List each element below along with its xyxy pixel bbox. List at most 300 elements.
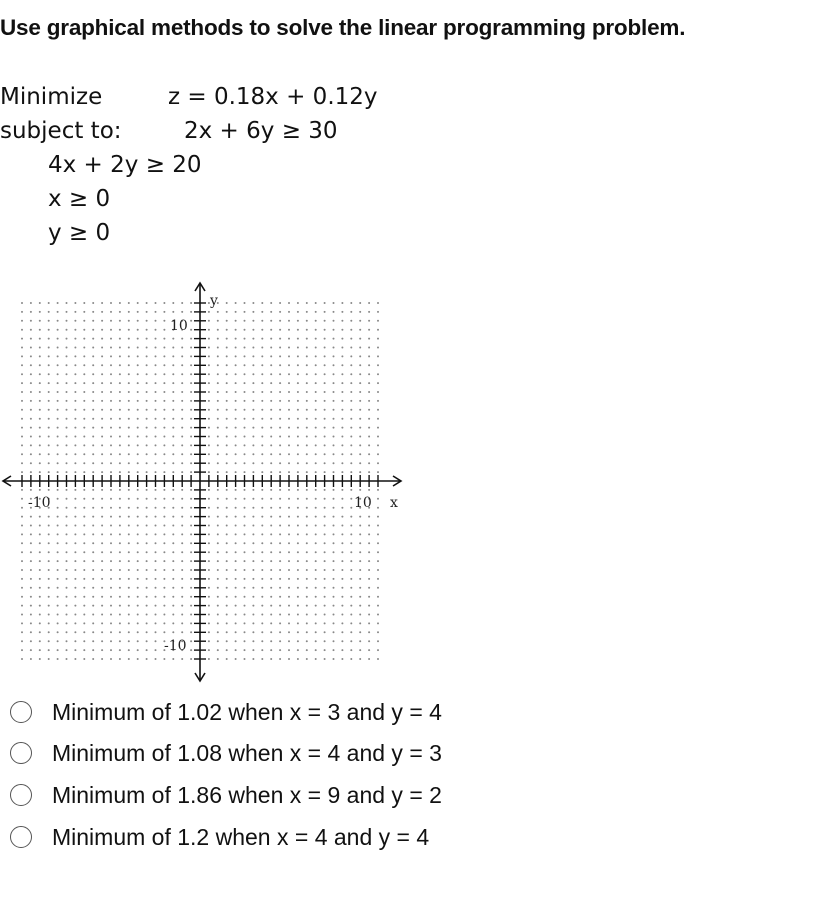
grid-dot xyxy=(128,364,130,366)
grid-dot xyxy=(368,355,370,357)
grid-dot xyxy=(172,382,174,384)
grid-dot xyxy=(190,533,192,535)
grid-dot xyxy=(252,631,254,633)
grid-dot xyxy=(208,578,210,580)
grid-dot xyxy=(350,391,352,393)
grid-dot xyxy=(297,320,299,322)
grid-dot xyxy=(226,364,228,366)
grid-dot xyxy=(288,569,290,571)
grid-dot xyxy=(333,338,335,340)
grid-dot xyxy=(341,355,343,357)
grid-dot xyxy=(244,631,246,633)
grid-dot xyxy=(217,444,219,446)
grid-dot xyxy=(83,578,85,580)
grid-dot xyxy=(377,498,379,500)
grid-dot xyxy=(74,471,76,473)
grid-dot xyxy=(315,649,317,651)
grid-dot xyxy=(137,302,139,304)
grid-dot xyxy=(252,418,254,420)
grid-dot xyxy=(288,355,290,357)
grid-dot xyxy=(66,347,68,349)
grid-dot xyxy=(110,391,112,393)
grid-dot xyxy=(350,338,352,340)
grid-dot xyxy=(368,587,370,589)
grid-dot xyxy=(83,409,85,411)
grid-dot xyxy=(163,391,165,393)
grid-dot xyxy=(270,658,272,660)
grid-dot xyxy=(341,311,343,313)
grid-dot xyxy=(190,622,192,624)
grid-dot xyxy=(21,418,23,420)
grid-dot xyxy=(163,355,165,357)
grid-dot xyxy=(377,338,379,340)
grid-dot xyxy=(324,560,326,562)
grid-dot xyxy=(208,453,210,455)
grid-dot xyxy=(92,649,94,651)
grid-dot xyxy=(172,364,174,366)
grid-dot xyxy=(315,569,317,571)
grid-dot xyxy=(181,507,183,509)
grid-dot xyxy=(341,605,343,607)
grid-dot xyxy=(226,427,228,429)
grid-dot xyxy=(48,658,50,660)
grid-dot xyxy=(368,418,370,420)
grid-dot xyxy=(155,551,157,553)
grid-dot xyxy=(244,427,246,429)
grid-dot xyxy=(244,436,246,438)
grid-dot xyxy=(137,649,139,651)
grid-dot xyxy=(30,320,32,322)
grid-dot xyxy=(163,329,165,331)
grid-dot xyxy=(146,373,148,375)
grid-dot xyxy=(172,542,174,544)
grid-dot xyxy=(235,498,237,500)
grid-dot xyxy=(350,649,352,651)
grid-dot xyxy=(288,578,290,580)
grid-dot xyxy=(155,400,157,402)
grid-dot xyxy=(217,622,219,624)
grid-dot xyxy=(235,320,237,322)
grid-dot xyxy=(279,587,281,589)
grid-dot xyxy=(359,614,361,616)
grid-dot xyxy=(128,578,130,580)
grid-dot xyxy=(235,587,237,589)
grid-dot xyxy=(341,471,343,473)
grid-dot xyxy=(110,409,112,411)
grid-dot xyxy=(359,444,361,446)
grid-dot xyxy=(101,329,103,331)
grid-dot xyxy=(252,347,254,349)
grid-dot xyxy=(155,533,157,535)
grid-dot xyxy=(279,391,281,393)
grid-dot xyxy=(92,418,94,420)
grid-dot xyxy=(39,658,41,660)
grid-dot xyxy=(101,498,103,500)
grid-dot xyxy=(288,614,290,616)
grid-dot xyxy=(30,427,32,429)
grid-dot xyxy=(128,311,130,313)
grid-dot xyxy=(306,507,308,509)
grid-dot xyxy=(48,587,50,589)
grid-dot xyxy=(297,640,299,642)
grid-dot xyxy=(181,355,183,357)
grid-dot xyxy=(128,569,130,571)
grid-dot xyxy=(190,436,192,438)
grid-dot xyxy=(279,329,281,331)
grid-dot xyxy=(244,587,246,589)
grid-dot xyxy=(83,533,85,535)
grid-dot xyxy=(30,364,32,366)
grid-dot xyxy=(101,471,103,473)
radio-button-icon[interactable] xyxy=(10,826,32,848)
grid-dot xyxy=(377,329,379,331)
grid-dot xyxy=(128,400,130,402)
grid-dot xyxy=(21,569,23,571)
grid-dot xyxy=(48,551,50,553)
grid-dot xyxy=(315,640,317,642)
grid-dot xyxy=(146,525,148,527)
grid-dot xyxy=(146,605,148,607)
grid-dot xyxy=(190,596,192,598)
grid-dot xyxy=(137,533,139,535)
grid-dot xyxy=(74,587,76,589)
grid-dot xyxy=(315,551,317,553)
grid-dot xyxy=(208,382,210,384)
grid-dot xyxy=(119,489,121,491)
grid-dot xyxy=(181,533,183,535)
grid-dot xyxy=(74,631,76,633)
grid-dot xyxy=(377,542,379,544)
grid-dot xyxy=(181,302,183,304)
grid-dot xyxy=(324,569,326,571)
grid-dot xyxy=(350,347,352,349)
grid-dot xyxy=(324,640,326,642)
grid-dot xyxy=(217,542,219,544)
grid-dot xyxy=(350,569,352,571)
grid-dot xyxy=(21,320,23,322)
grid-dot xyxy=(21,578,23,580)
grid-dot xyxy=(288,400,290,402)
grid-dot xyxy=(324,338,326,340)
grid-dot xyxy=(74,418,76,420)
grid-dot xyxy=(137,444,139,446)
grid-dot xyxy=(377,507,379,509)
grid-dot xyxy=(137,471,139,473)
grid-dot xyxy=(333,658,335,660)
grid-dot xyxy=(350,320,352,322)
grid-dot xyxy=(57,364,59,366)
grid-dot xyxy=(83,382,85,384)
grid-dot xyxy=(119,347,121,349)
grid-dot xyxy=(359,382,361,384)
grid-dot xyxy=(377,320,379,322)
grid-dot xyxy=(137,355,139,357)
grid-dot xyxy=(297,614,299,616)
grid-dot xyxy=(155,382,157,384)
grid-dot xyxy=(235,391,237,393)
grid-dot xyxy=(155,347,157,349)
grid-dot xyxy=(306,373,308,375)
grid-dot xyxy=(208,489,210,491)
grid-dot xyxy=(208,427,210,429)
grid-dot xyxy=(306,569,308,571)
grid-dot xyxy=(217,364,219,366)
grid-dot xyxy=(333,436,335,438)
grid-dot xyxy=(333,578,335,580)
grid-dot xyxy=(235,364,237,366)
grid-dot xyxy=(172,498,174,500)
grid-dot xyxy=(30,587,32,589)
grid-dot xyxy=(279,373,281,375)
grid-dot xyxy=(350,400,352,402)
grid-dot xyxy=(341,400,343,402)
grid-dot xyxy=(101,302,103,304)
grid-dot xyxy=(155,587,157,589)
grid-dot xyxy=(341,498,343,500)
grid-dot xyxy=(226,409,228,411)
grid-dot xyxy=(181,516,183,518)
grid-dot xyxy=(324,533,326,535)
grid-dot xyxy=(181,560,183,562)
grid-dot xyxy=(341,320,343,322)
answer-option[interactable] xyxy=(10,779,442,811)
grid-dot xyxy=(279,525,281,527)
grid-dot xyxy=(235,560,237,562)
grid-dot xyxy=(350,436,352,438)
radio-button-icon[interactable] xyxy=(10,701,32,723)
grid-dot xyxy=(252,462,254,464)
grid-dot xyxy=(110,471,112,473)
grid-dot xyxy=(57,400,59,402)
grid-dot xyxy=(92,533,94,535)
grid-dot xyxy=(66,658,68,660)
y-axis-label: y xyxy=(210,293,218,309)
grid-dot xyxy=(244,516,246,518)
radio-button-icon[interactable] xyxy=(10,784,32,806)
grid-dot xyxy=(297,329,299,331)
grid-dot xyxy=(163,489,165,491)
grid-dot xyxy=(333,614,335,616)
grid-dot xyxy=(359,649,361,651)
grid-dot xyxy=(128,329,130,331)
grid-dot xyxy=(146,338,148,340)
grid-dot xyxy=(190,551,192,553)
grid-dot xyxy=(74,444,76,446)
grid-dot xyxy=(155,525,157,527)
grid-dot xyxy=(74,533,76,535)
grid-dot xyxy=(226,453,228,455)
grid-dot xyxy=(377,640,379,642)
grid-dot xyxy=(172,471,174,473)
grid-dot xyxy=(110,516,112,518)
grid-dot xyxy=(288,436,290,438)
grid-dot xyxy=(359,596,361,598)
grid-dot xyxy=(208,631,210,633)
grid-dot xyxy=(172,587,174,589)
grid-dot xyxy=(74,436,76,438)
grid-dot xyxy=(226,605,228,607)
grid-dot xyxy=(146,516,148,518)
grid-dot xyxy=(315,489,317,491)
grid-dot xyxy=(21,640,23,642)
grid-dot xyxy=(48,614,50,616)
grid-dot xyxy=(297,498,299,500)
grid-dot xyxy=(101,631,103,633)
grid-dot xyxy=(288,489,290,491)
grid-dot xyxy=(110,462,112,464)
grid-dot xyxy=(190,489,192,491)
answer-option[interactable] xyxy=(10,821,429,853)
grid-dot xyxy=(110,551,112,553)
grid-dot xyxy=(270,391,272,393)
grid-dot xyxy=(66,569,68,571)
grid-dot xyxy=(137,658,139,660)
radio-button-icon[interactable] xyxy=(10,742,32,764)
answer-option[interactable] xyxy=(10,737,442,769)
grid-dot xyxy=(57,471,59,473)
grid-dot xyxy=(92,427,94,429)
grid-dot xyxy=(39,302,41,304)
grid-dot xyxy=(270,569,272,571)
grid-dot xyxy=(279,489,281,491)
grid-dot xyxy=(315,622,317,624)
grid-dot xyxy=(83,587,85,589)
grid-dot xyxy=(261,462,263,464)
grid-dot xyxy=(181,409,183,411)
grid-dot xyxy=(146,498,148,500)
grid-dot xyxy=(333,444,335,446)
grid-dot xyxy=(181,658,183,660)
grid-dot xyxy=(270,347,272,349)
grid-dot xyxy=(101,364,103,366)
grid-dot xyxy=(341,640,343,642)
grid-dot xyxy=(181,614,183,616)
grid-dot xyxy=(306,418,308,420)
grid-dot xyxy=(297,338,299,340)
grid-dot xyxy=(128,338,130,340)
grid-dot xyxy=(92,311,94,313)
grid-dot xyxy=(146,364,148,366)
grid-dot xyxy=(39,400,41,402)
grid-dot xyxy=(235,507,237,509)
grid-dot xyxy=(226,569,228,571)
grid-dot xyxy=(226,320,228,322)
grid-dot xyxy=(83,614,85,616)
grid-dot xyxy=(110,338,112,340)
grid-dot xyxy=(279,338,281,340)
grid-dot xyxy=(341,462,343,464)
grid-dot xyxy=(270,516,272,518)
grid-dot xyxy=(48,338,50,340)
grid-dot xyxy=(48,409,50,411)
grid-dot xyxy=(341,658,343,660)
grid-dot xyxy=(92,338,94,340)
grid-dot xyxy=(137,409,139,411)
grid-dot xyxy=(244,302,246,304)
grid-dot xyxy=(341,560,343,562)
grid-dot xyxy=(261,320,263,322)
grid-dot xyxy=(137,373,139,375)
grid-dot xyxy=(163,542,165,544)
grid-dot xyxy=(341,329,343,331)
grid-dot xyxy=(57,569,59,571)
grid-dot xyxy=(190,569,192,571)
grid-dot xyxy=(368,311,370,313)
grid-dot xyxy=(57,596,59,598)
grid-dot xyxy=(74,462,76,464)
grid-dot xyxy=(190,418,192,420)
grid-dot xyxy=(235,533,237,535)
grid-dot xyxy=(48,311,50,313)
grid-dot xyxy=(92,347,94,349)
grid-dot xyxy=(74,658,76,660)
grid-dot xyxy=(306,605,308,607)
grid-dot xyxy=(128,320,130,322)
grid-dot xyxy=(48,542,50,544)
grid-dot xyxy=(226,302,228,304)
grid-dot xyxy=(315,658,317,660)
grid-dot xyxy=(297,462,299,464)
grid-dot xyxy=(252,658,254,660)
grid-dot xyxy=(350,631,352,633)
grid-dot xyxy=(297,631,299,633)
grid-dot xyxy=(92,587,94,589)
grid-dot xyxy=(217,569,219,571)
grid-dot xyxy=(172,631,174,633)
grid-dot xyxy=(172,578,174,580)
grid-dot xyxy=(39,311,41,313)
grid-dot xyxy=(359,436,361,438)
grid-dot xyxy=(208,551,210,553)
grid-dot xyxy=(137,578,139,580)
grid-dot xyxy=(350,444,352,446)
grid-dot xyxy=(297,311,299,313)
grid-dot xyxy=(146,391,148,393)
grid-dot xyxy=(181,631,183,633)
grid-dot xyxy=(261,471,263,473)
grid-dot xyxy=(74,605,76,607)
grid-dot xyxy=(350,658,352,660)
grid-dot xyxy=(235,418,237,420)
grid-dot xyxy=(74,311,76,313)
grid-dot xyxy=(306,596,308,598)
grid-dot xyxy=(128,525,130,527)
grid-dot xyxy=(306,587,308,589)
grid-dot xyxy=(101,418,103,420)
grid-dot xyxy=(368,302,370,304)
grid-dot xyxy=(226,578,228,580)
grid-dot xyxy=(155,311,157,313)
grid-dot xyxy=(208,311,210,313)
grid-dot xyxy=(128,462,130,464)
grid-dot xyxy=(66,338,68,340)
grid-dot xyxy=(315,427,317,429)
grid-dot xyxy=(101,533,103,535)
grid-dot xyxy=(190,614,192,616)
grid-dot xyxy=(119,614,121,616)
grid-dot xyxy=(57,542,59,544)
grid-dot xyxy=(110,355,112,357)
grid-dot xyxy=(324,302,326,304)
grid-dot xyxy=(21,587,23,589)
grid-dot xyxy=(146,533,148,535)
grid-dot xyxy=(146,551,148,553)
grid-dot xyxy=(119,533,121,535)
answer-option[interactable] xyxy=(10,696,442,728)
grid-dot xyxy=(306,444,308,446)
grid-dot xyxy=(368,489,370,491)
grid-dot xyxy=(190,605,192,607)
